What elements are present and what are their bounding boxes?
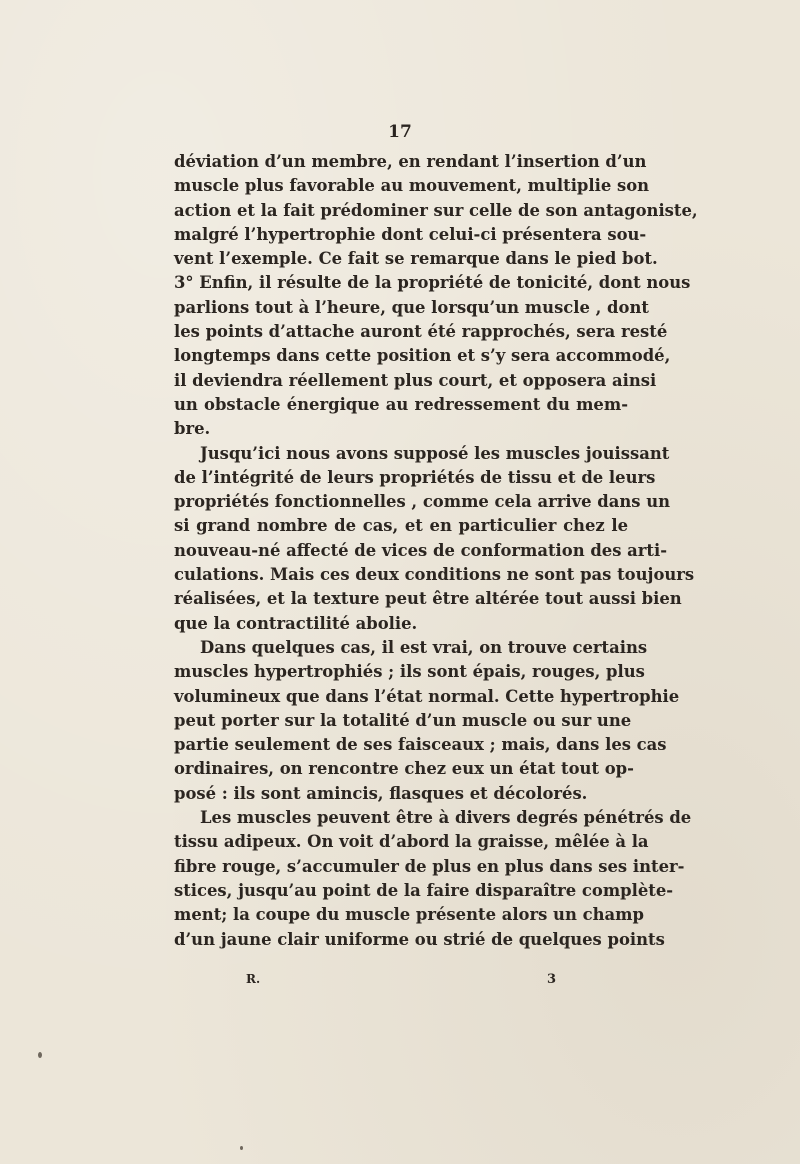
text-line: d’un jaune clair uniforme ou strié de quelques points bbox=[174, 929, 665, 949]
text-line: action et la fait prédominer sur celle de son antagoniste, bbox=[174, 200, 698, 220]
page-number: 17 bbox=[388, 122, 412, 142]
text-line: posé : ils sont amincis, flasques et décolorés. bbox=[174, 783, 588, 803]
text-line: stices, jusqu’au point de la faire disparaître complète- bbox=[174, 880, 674, 900]
gathering-number: 3 bbox=[547, 972, 557, 987]
text-line: nouveau-né affecté de vices de conformation des arti- bbox=[174, 540, 668, 560]
text-line: propriétés fonctionnelles , comme cela arrive dans un bbox=[174, 492, 671, 512]
paper-speck bbox=[38, 1052, 42, 1058]
text-line: tissu adipeux. On voit d’abord la graisse, mêlée à la bbox=[174, 832, 649, 852]
text-line: ment; la coupe du muscle présente alors un champ bbox=[174, 905, 644, 925]
text-line: 3° Enfin, il résulte de la propriété de tonicité, dont nous bbox=[174, 273, 691, 293]
text-line: culations. Mais ces deux conditions ne sont pas toujours bbox=[174, 565, 695, 585]
text-line: peut porter sur la totalité d’un muscle ou sur une bbox=[174, 710, 632, 730]
text-line: volumineux que dans l’état normal. Cette hypertrophie bbox=[174, 686, 680, 706]
text-line: bre. bbox=[174, 419, 211, 439]
text-line: Dans quelques cas, il est vrai, on trouve certains bbox=[200, 637, 648, 657]
text-line: les points d’attache auront été rapprochés, sera resté bbox=[174, 322, 668, 342]
text-line: Jusqu’ici nous avons supposé les muscles jouissant bbox=[200, 443, 670, 463]
text-line: ordinaires, on rencontre chez eux un état tout op- bbox=[174, 759, 634, 779]
text-line: fibre rouge, s’accumuler de plus en plus dans ses inter- bbox=[174, 856, 685, 876]
signature-mark: R. bbox=[246, 972, 261, 986]
text-line: partie seulement de ses faisceaux ; mais, dans les cas bbox=[174, 735, 667, 755]
body-text bbox=[174, 150, 698, 952]
text-line: il deviendra réellement plus court, et opposera ainsi bbox=[174, 370, 657, 390]
text-line: Les muscles peuvent être à divers degrés pénétrés de bbox=[200, 808, 692, 828]
text-line: que la contractilité abolie. bbox=[174, 613, 418, 633]
text-line: si grand nombre de cas, et en particulier chez le bbox=[174, 516, 628, 536]
text-line: réalisées, et la texture peut être altérée tout aussi bien bbox=[174, 589, 682, 609]
text-line: de l’intégrité de leurs propriétés de tissu et de leurs bbox=[174, 467, 656, 487]
text-line: déviation d’un membre, en rendant l’insertion d’un bbox=[174, 152, 647, 171]
text-line: malgré l’hypertrophie dont celui-ci présentera sou- bbox=[174, 224, 647, 244]
text-line: longtemps dans cette position et s’y sera accommodé, bbox=[174, 346, 671, 366]
text-line: muscles hypertrophiés ; ils sont épais, rouges, plus bbox=[174, 662, 645, 682]
text-line: muscle plus favorable au mouvement, multiplie son bbox=[174, 176, 650, 196]
text-line: parlions tout à l’heure, que lorsqu’un muscle , dont bbox=[174, 297, 649, 317]
text-line: vent l’exemple. Ce fait se remarque dans le pied bot. bbox=[174, 249, 658, 269]
text-line: un obstacle énergique au redressement du mem- bbox=[174, 394, 628, 414]
paper-speck bbox=[240, 1146, 243, 1150]
